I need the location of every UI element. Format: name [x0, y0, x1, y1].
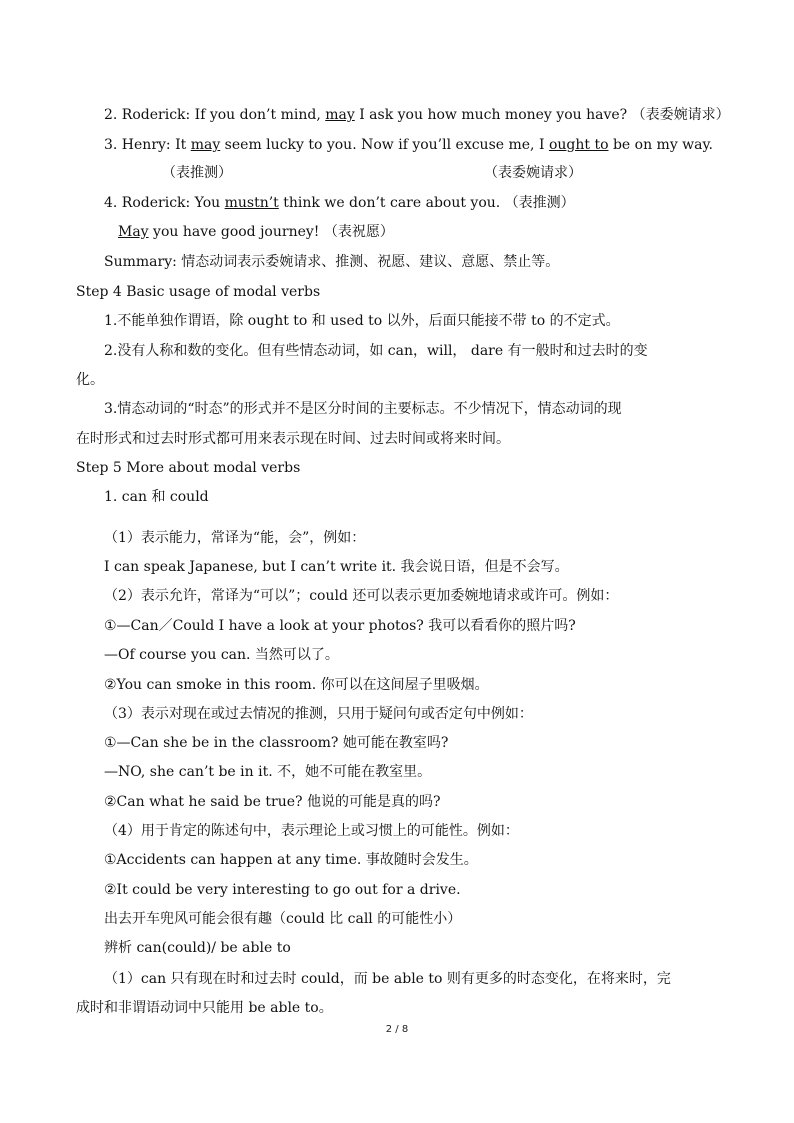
example-5: May you have good journey! （表祝愿） — [118, 224, 394, 240]
step-4-point-3-cont: 在时形式和过去时形式都可用来表示现在时间、过去时间或将来时间。 — [76, 431, 510, 447]
example-2: 2. Roderick: If you don’t mind, may I ask you how much money you have? （表委婉请求） — [104, 107, 730, 123]
summary: Summary: 情态动词表示委婉请求、推测、祝愿、建议、意愿、禁止等。 — [104, 254, 560, 270]
can-usage-2-example-2: —Of course you can. 当然可以了。 — [104, 647, 339, 663]
example-3: 3. Henry: It may seem lucky to you. Now if you’ll excuse me, I ought to be on my way. — [104, 137, 714, 153]
discrimination-point-1-cont: 成时和非谓语动词中只能用 be able to。 — [76, 1000, 333, 1016]
can-usage-4: （4）用于肯定的陈述句中，表示理论上或习惯上的可能性。例如： — [104, 823, 519, 839]
can-usage-1: （1）表示能力，常译为“能，会”，例如： — [104, 530, 366, 546]
modal-may-underlined: may — [325, 107, 355, 123]
page-number: 2 / 8 — [385, 1024, 409, 1035]
modal-may-underlined: may — [190, 137, 221, 153]
discrimination-heading: 辨析 can(could)/ be able to — [104, 940, 291, 956]
modal-ought-to-underlined: ought to — [548, 137, 609, 153]
modal-may-underlined: May — [118, 224, 149, 240]
step-5-item-1: 1. can 和 could — [104, 489, 209, 505]
example-4: 4. Roderick: You mustn’t think we don’t care about you. （表推测） — [104, 195, 575, 211]
can-usage-2: （2）表示允许，常译为“可以”；could 还可以表示更加委婉地请求或许可。例如： — [104, 588, 619, 604]
can-usage-3-example-1: ①—Can she be in the classroom? 她可能在教室吗? — [104, 735, 449, 751]
can-usage-1-example: I can speak Japanese, but I can’t write it. 我会说日语，但是不会写。 — [104, 559, 569, 575]
can-usage-3-example-3: ②Can what he said be true? 他说的可能是真的吗? — [104, 794, 441, 810]
can-usage-3-example-2: —NO, she can’t be in it. 不，她不可能在教室里。 — [104, 764, 432, 780]
can-usage-4-example-1: ①Accidents can happen at any time. 事故随时会发生。 — [104, 852, 478, 868]
step-4-point-1: 1.不能单独作谓语，除 ought to 和 used to 以外，后面只能接不带 to 的不定式。 — [104, 313, 620, 329]
can-usage-4-example-2: ②It could be very interesting to go out for a drive. — [104, 882, 461, 898]
can-usage-2-example-3: ②You can smoke in this room. 你可以在这间屋子里吸烟。 — [104, 677, 489, 693]
can-usage-2-example-1: ①—Can／Could I have a look at your photos? 我可以看看你的照片吗? — [104, 618, 576, 634]
step-4-point-2: 2.没有人称和数的变化。但有些情态动词，如 can，will， dare 有一般时和过去时的变 — [104, 343, 648, 359]
discrimination-point-1: （1）can 只有现在时和过去时 could，而 be able to 则有更多的时态变化，在将来时，完 — [104, 971, 671, 987]
step-4-point-2-cont: 化。 — [76, 372, 104, 388]
step-5-heading: Step 5 More about modal verbs — [76, 460, 301, 476]
modal-mustnt-underlined: mustn’t — [224, 195, 279, 211]
example-3-note-2: （表委婉请求） — [484, 165, 582, 181]
can-usage-4-example-2-translation: 出去开车兜风可能会很有趣（could 比 call 的可能性小） — [104, 911, 462, 927]
step-4-heading: Step 4 Basic usage of modal verbs — [76, 284, 321, 300]
example-3-note-1: （表推测） — [162, 165, 232, 181]
step-4-point-3: 3.情态动词的“时态”的形式并不是区分时间的主要标志。不少情况下，情态动词的现 — [104, 401, 622, 417]
can-usage-3: （3）表示对现在或过去情况的推测，只用于疑问句或否定句中例如： — [104, 706, 533, 722]
